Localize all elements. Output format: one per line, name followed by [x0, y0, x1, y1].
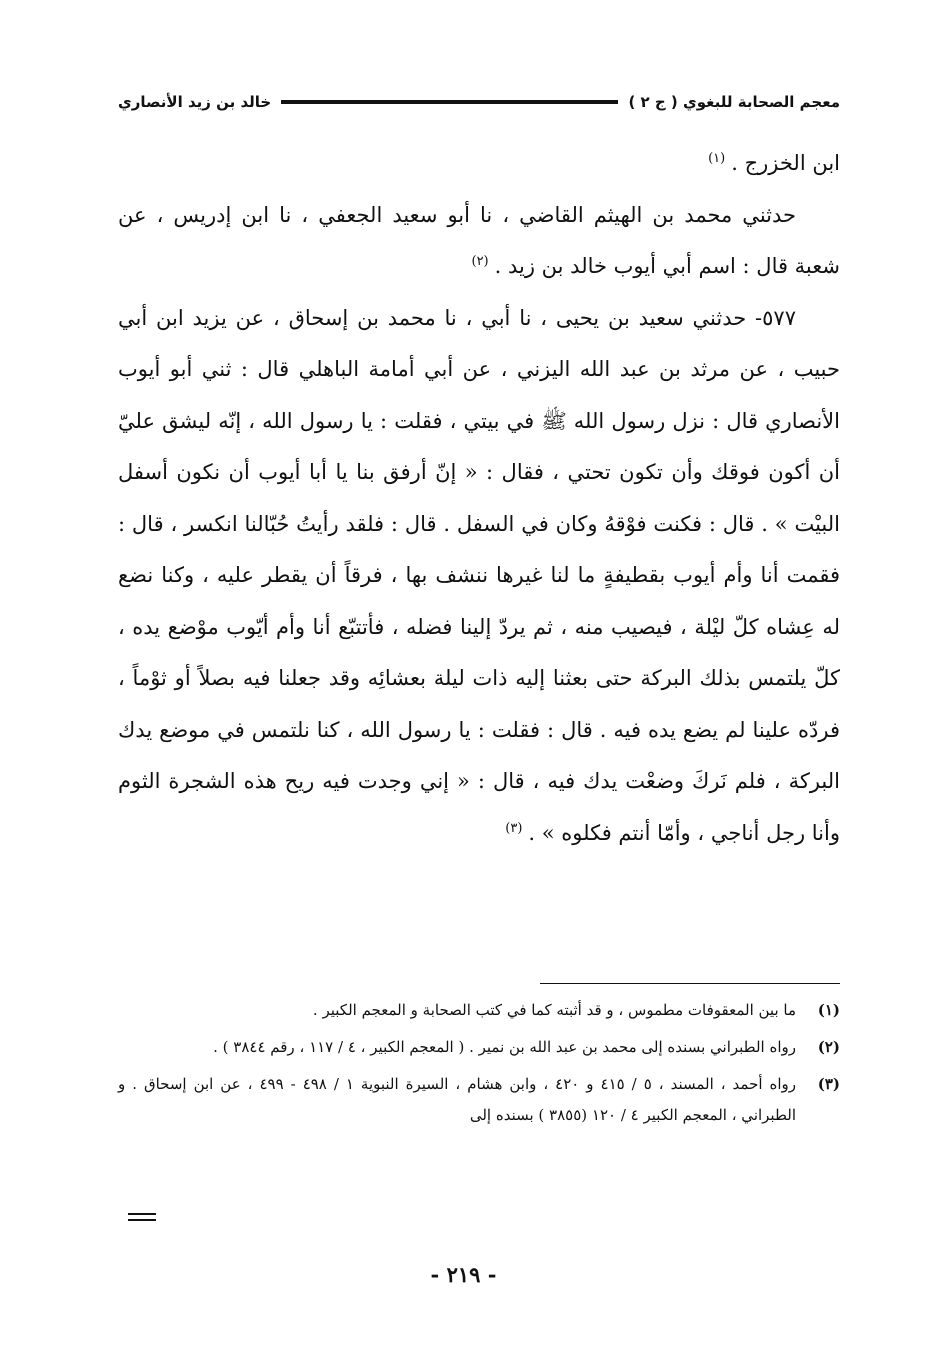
entry-subject: خالد بن زيد الأنصاري — [118, 93, 272, 111]
footnote-number: (٣) — [817, 1075, 840, 1093]
footnote-3 — [118, 1069, 840, 1131]
opening-line — [118, 138, 840, 190]
page-number: - ٢١٩ - — [430, 1262, 497, 1287]
footnote-text: رواه الطبراني بسنده إلى محمد بن عبد الله بن نمير . ( المعجم الكبير ، ٤ / ١١٧ ، رقم ٣٨٤٤ ) . — [213, 1038, 796, 1056]
header-rule — [281, 100, 618, 104]
footnotes — [118, 995, 840, 1137]
continuation-mark — [128, 1213, 156, 1221]
book-title: معجم الصحابة للبغوي ( ج ٢ ) — [628, 93, 840, 111]
main-text — [118, 138, 840, 859]
footnote-ref-3: (٣) — [505, 820, 523, 836]
footnote-number: (١) — [817, 1001, 840, 1019]
footnote-number: (٢) — [817, 1038, 840, 1056]
footnote-1 — [118, 995, 840, 1026]
footnote-ref-1: (١) — [708, 151, 726, 166]
footnote-2 — [118, 1032, 840, 1063]
paragraph-1-text: حدثني محمد بن الهيثم القاضي ، نا أبو سعيد الجعفي ، نا ابن إدريس ، عن شعبة قال : اسم أبي أيوب خالد بن زيد . — [118, 202, 840, 278]
paragraph-1 — [118, 190, 840, 293]
paragraph-2 — [118, 293, 840, 860]
footnote-text: ما بين المعقوفات مطموس ، و قد أثبته كما في كتب الصحابة و المعجم الكبير . — [312, 1001, 796, 1019]
footnote-ref-2: (٢) — [471, 254, 489, 269]
footnote-separator — [540, 983, 840, 984]
footnote-text: رواه أحمد ، المسند ، ٥ / ٤١٥ و ٤٢٠ ، وابن هشام ، السيرة النبوية ١ / ٤٩٨ - ٤٩٩ ، عن ابن إسحاق . و الطبراني ، المعجم الكبير ٤ / ١٢٠ (٣٨٥٥ ) بسنده إلى — [118, 1075, 797, 1124]
opening-line-text: ابن الخزرج . — [731, 151, 840, 175]
paragraph-2-text: ٥٧٧- حدثني سعيد بن يحيى ، نا أبي ، نا محمد بن إسحاق ، عن يزيد ابن أبي حبيب ، عن مرثد بن عبد الله اليزني ، عن أبي أمامة الباهلي قال : ثني أبو أيوب الأنصاري قال : نزل رسول الله ﷺ في بيتي ، فقلت : يا رسول الله ، إنّه ليشق عليّ أن أكون فوقك وأن تكون تحتي ، فقال : « إنّ أرفق بنا يا أبا أيوب أن نكون أسفل البيْت » . قال : فكنت فوْقهُ وكان في السفل . قال : فلقد رأيتُ حُبّالنا انكسر ، قال : فقمت أنا وأم أيوب بقطيفةٍ ما لنا غيرها ننشف بها ، فرقاً أن يقطر عليه ، وكنا نضع له عِشاه كلّ ليْلة ، فيصيب منه ، ثم يردّ إلينا فضله ، فأتتبّع أنا وأم أيّوب موْضع يده ، كلّ يلتمس بذلك البركة حتى بعثنا إليه ذات ليلة بعشائِه وقد جعلنا فيه بصلاً أو ثوْماً ، فردّه علينا لم يضع يده فيه . قال : فقلت : يا رسول الله ، كنا نلتمس في موضع يدك البركة ، فلم نَركَ وضعْت يدك فيه ، قال : « إني وجدت فيه ريح هذه الشجرة الثوم وأنا رجل أناجي ، وأمّا أنتم فكلوه » . — [118, 305, 840, 845]
running-header — [118, 86, 840, 118]
